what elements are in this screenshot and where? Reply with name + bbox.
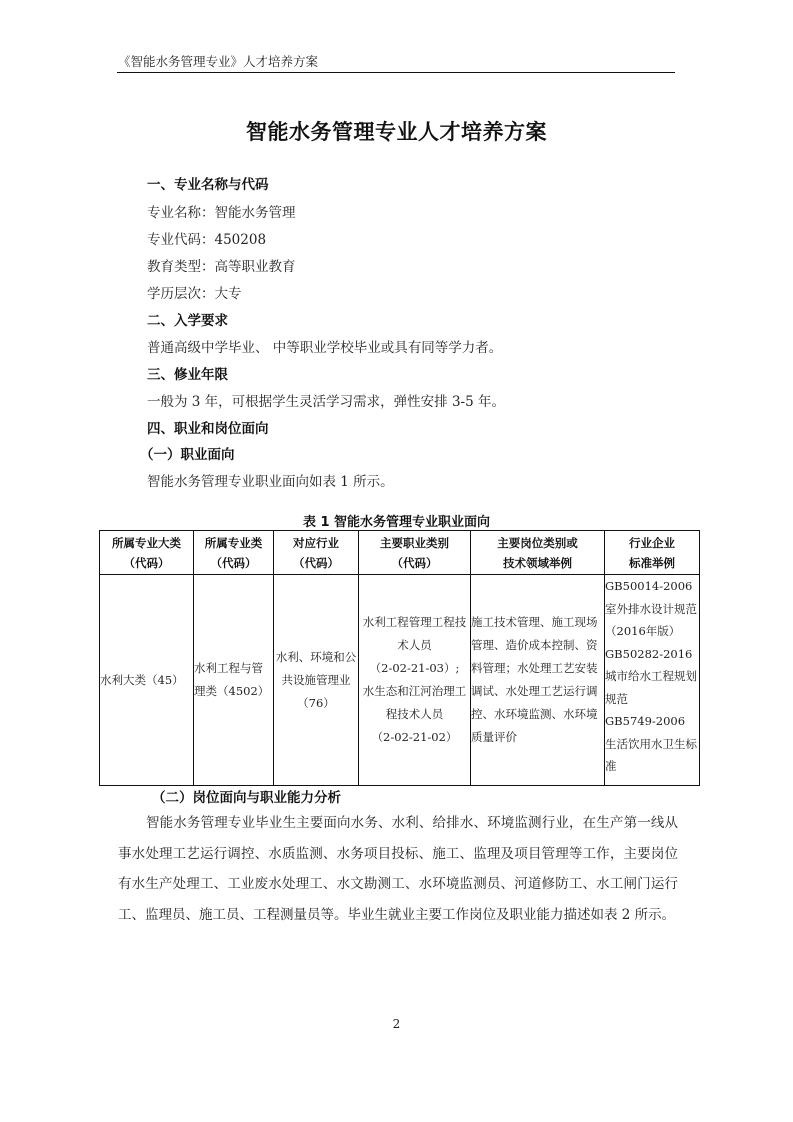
running-header: 《智能水务管理专业》人才培养方案 [118,54,319,69]
positions-paragraph: 智能水务管理专业毕业生主要面向水务、水利、给排水、环境监测行业，在生产第一线从事水处理工艺运行调控、水质监测、水务项目投标、施工、监理及项目管理等工作，主要岗位有水生产处理工、工业废水处理工、水文勘测工、水环境监测员、河道修防工、水工闸门运行工、监理员、施工员、工程测量员等。毕业生就业主要工作岗位及职业能力描述如表 2 所示。 [118,815,678,923]
header-industry: 对应行业 （代码） [274,531,359,575]
document-title: 智能水务管理专业人才培养方案 [246,120,547,144]
cell-industry: 水利、环境和公共设施管理业（76） [274,575,359,786]
cell-major-class: 水利工程与管理类（4502） [194,575,274,786]
table-row [100,575,700,786]
table-header-row [100,531,700,575]
header-major-category: 所属专业大类 （代码） [100,531,194,575]
header-rule [117,72,675,73]
header-major-class: 所属专业类 （代码） [194,531,274,575]
header-positions: 主要岗位类别或 技术领域举例 [471,531,605,575]
subsection-heading-positions: （二）岗位面向与职业能力分析 [152,790,341,806]
cell-positions: 施工技术管理、施工现场管理、造价成本控制、资料管理；水处理工艺安装调试、水处理工艺运行调控、水环境监测、水环境质量评价 [471,575,605,786]
education-level-line: 学历层次：大专 [147,286,242,302]
header-occupation: 主要职业类别 （代码） [359,531,471,575]
occupation-table [99,530,700,786]
page-number: 2 [392,1017,401,1031]
table-caption: 表 1 智能水务管理专业职业面向 [302,515,491,530]
major-name-line: 专业名称：智能水务管理 [147,205,296,221]
duration-text: 一般为 3 年，可根据学生灵活学习需求，弹性安排 3-5 年。 [147,394,505,410]
education-type-line: 教育类型：高等职业教育 [147,259,296,275]
section-heading-career: 四、职业和岗位面向 [147,421,269,437]
major-code-line: 专业代码：450208 [147,232,267,248]
section-heading-duration: 三、修业年限 [147,367,228,383]
admission-text: 普通高级中学毕业、 中等职业学校毕业或具有同等学力者。 [147,340,503,356]
cell-occupations: 水利工程管理工程技术人员 （2-02-21-03）; 水生态和江河治理工程技术人员 （2-02-21-02） [359,575,471,786]
section-heading-name-code: 一、专业名称与代码 [147,177,269,193]
subsection-heading-occupation: （一）职业面向 [140,447,235,463]
occupation-intro-text: 智能水务管理专业职业面向如表 1 所示。 [147,474,394,490]
section-heading-admission: 二、入学要求 [147,313,228,329]
header-standards: 行业企业 标准举例 [605,531,700,575]
cell-standards: GB50014-2006 室外排水设计规范（2016年版） GB50282-2016 城市给水工程规划规范 GB5749-2006 生活饮用水卫生标准 [605,575,700,786]
cell-major-category: 水利大类（45） [100,575,194,786]
